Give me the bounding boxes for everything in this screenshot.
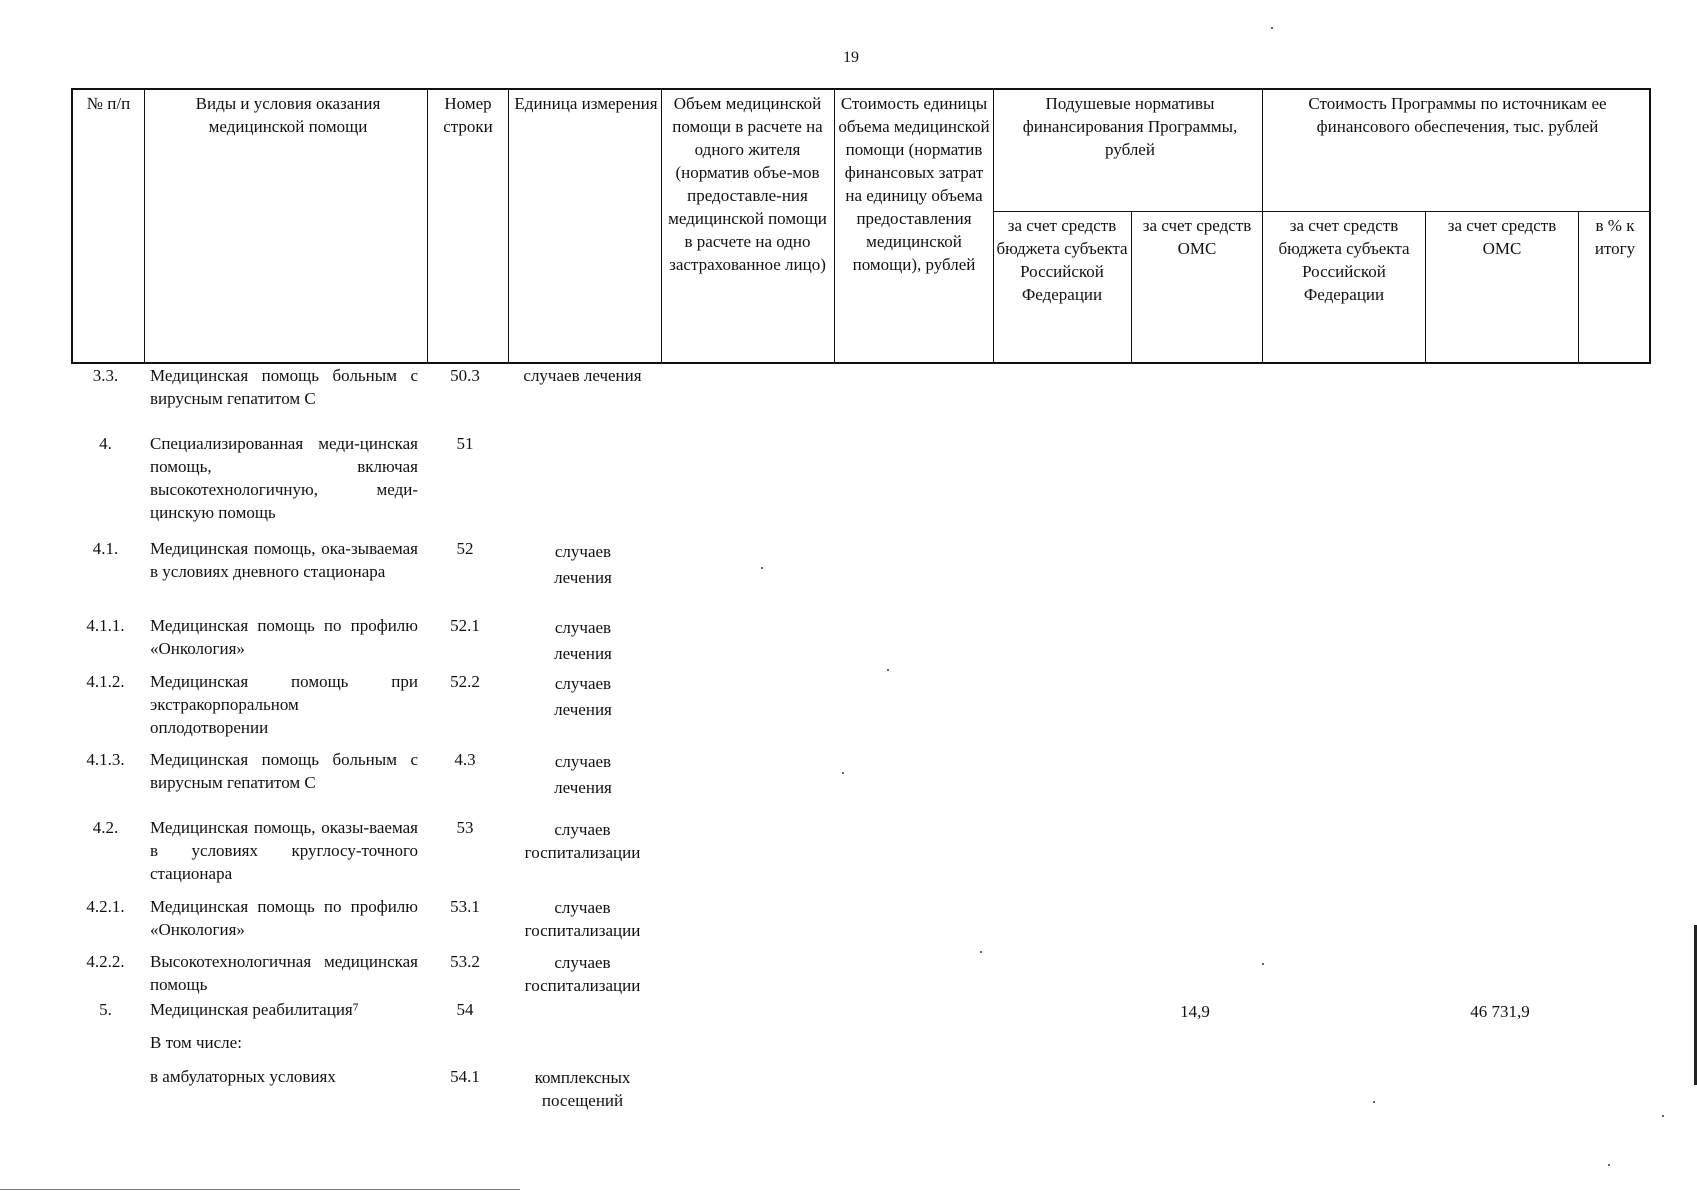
row-num: 4.1.1. <box>86 616 125 635</box>
row-name: Высокотехнологичная медицинская помощь <box>150 952 418 994</box>
row-line: 54 <box>456 1000 474 1019</box>
header-pc-budget: за счет средств бюджета субъекта Российской Федерации <box>1278 216 1410 304</box>
scan-speck <box>980 951 982 953</box>
header-cost: Стоимость единицы объема медицинской помощи (норматив финансовых затрат на единицу объема предоставления медицинской помощи), рублей <box>838 94 990 274</box>
row-num: 4.1.2. <box>86 672 125 691</box>
row-unit: случаев лечения <box>554 542 612 587</box>
scan-speck <box>1271 27 1273 29</box>
row-name: Медицинская помощь по профилю «Онкология» <box>150 897 418 939</box>
row-unit: случаев лечения <box>554 752 612 797</box>
header-percapita-budget: за счет средств бюджета субъекта Российской Федерации <box>996 216 1128 304</box>
row-line: 51 <box>456 434 474 453</box>
row-line: 4.3 <box>454 750 476 769</box>
row-line: 53.1 <box>450 897 480 916</box>
header-pc-percent: в % к итогу <box>1594 216 1636 258</box>
row-unit: случаев госпитализации <box>524 953 641 995</box>
header-volume: Объем медицинской помощи в расчете на одного жителя (норматив объе-мов предоставле-ния медицинской помощи в расчете на одно застрахованное лицо) <box>668 94 827 274</box>
row-line: 52.1 <box>450 616 480 635</box>
row-unit: случаев лечения <box>554 618 612 663</box>
row-name: в амбулаторных условиях <box>150 1067 336 1086</box>
header-num: № п/п <box>86 94 131 113</box>
header-line: Номер строки <box>443 94 493 136</box>
scan-speck <box>1608 1164 1610 1166</box>
row-unit: случаев госпитализации <box>524 820 641 862</box>
header-pc-oms: за счет средств ОМС <box>1447 216 1557 258</box>
row-name: Медицинская помощь больным с вирусным гепатитом С <box>150 366 418 408</box>
scan-speck <box>1262 963 1264 965</box>
header-percapita: Подушевые нормативы финансирования Программы, рублей <box>1022 94 1238 159</box>
row-unit: случаев госпитализации <box>524 898 641 940</box>
scan-speck <box>842 772 844 774</box>
header-unit: Единица измерения <box>514 94 658 113</box>
row-num: 4. <box>99 434 112 453</box>
row-unit: случаев лечения <box>523 366 642 385</box>
row-num: 4.1.3. <box>86 750 125 769</box>
scan-speck <box>1662 1115 1664 1117</box>
table-header <box>71 88 1651 364</box>
scan-speck <box>887 669 889 671</box>
bottom-rule <box>0 1189 520 1190</box>
row-line: 52 <box>456 539 474 558</box>
row-percapita-oms: 14,9 <box>1180 1002 1210 1021</box>
row-num: 5. <box>99 1000 112 1019</box>
row-line: 54.1 <box>450 1067 480 1086</box>
row-name: Медицинская помощь при экстракорпоральном оплодотворении <box>150 672 418 737</box>
row-name: Медицинская реабилитация⁷ <box>150 1000 359 1019</box>
row-name: Медицинская помощь больным с вирусным гепатитом С <box>150 750 418 792</box>
header-types: Виды и условия оказания медицинской помощи <box>195 94 381 136</box>
row-unit: комплексных посещений <box>534 1068 631 1110</box>
row-name: Медицинская помощь по профилю «Онкология» <box>150 616 418 658</box>
page-number: 19 <box>843 49 859 66</box>
row-name: В том числе: <box>150 1033 242 1052</box>
row-unit: случаев лечения <box>554 674 612 719</box>
row-pc-oms: 46 731,9 <box>1470 1002 1530 1021</box>
row-num: 4.2.2. <box>86 952 125 971</box>
row-name: Медицинская помощь, ока-зываемая в условиях дневного стационара <box>150 539 418 581</box>
row-num: 3.3. <box>92 366 119 385</box>
row-line: 53 <box>456 818 474 837</box>
row-num: 4.2. <box>92 818 119 837</box>
row-line: 52.2 <box>450 672 480 691</box>
scan-speck <box>1373 1101 1375 1103</box>
row-num: 4.2.1. <box>86 897 125 916</box>
row-line: 50.3 <box>450 366 480 385</box>
scan-speck <box>761 567 763 569</box>
row-name: Медицинская помощь, оказы-ваемая в условиях круглосу-точного стационара <box>150 818 418 883</box>
row-num: 4.1. <box>92 539 119 558</box>
header-program-cost: Стоимость Программы по источникам ее финансового обеспечения, тыс. рублей <box>1308 94 1607 136</box>
row-line: 53.2 <box>450 952 480 971</box>
row-name: Специализированная меди-цинская помощь, включая высокотехнологичную, меди-цинскую помощь <box>150 434 418 522</box>
header-percapita-oms: за счет средств ОМС <box>1142 216 1252 258</box>
